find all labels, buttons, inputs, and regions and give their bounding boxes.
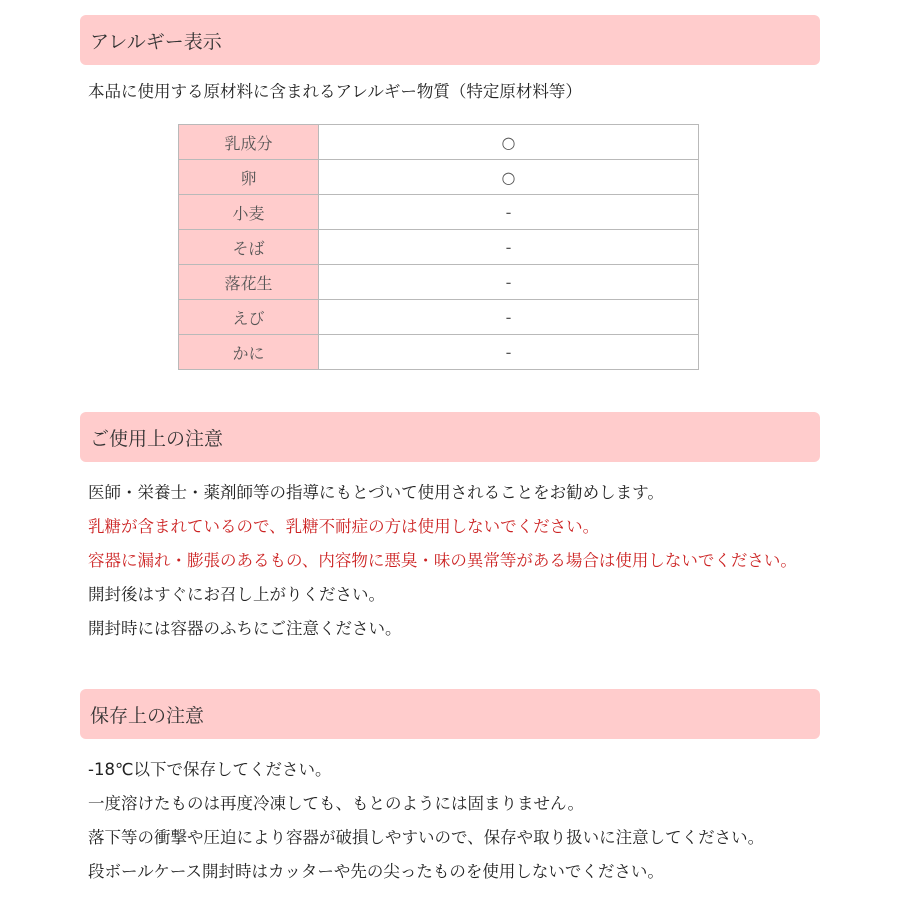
storage-note-line: -18℃以下で保存してください。	[88, 760, 332, 779]
storage-section-header	[80, 689, 820, 739]
table-row	[179, 300, 699, 335]
allergen-name: 卵	[179, 160, 319, 195]
allergen-mark: -	[319, 230, 699, 265]
allergen-mark: -	[319, 265, 699, 300]
allergen-name: 乳成分	[179, 125, 319, 160]
allergen-name: かに	[179, 335, 319, 370]
usage-section-title: ご使用上の注意	[90, 427, 224, 450]
table-row	[179, 195, 699, 230]
allergen-name: そば	[179, 230, 319, 265]
table-row	[179, 160, 699, 195]
allergy-table	[178, 124, 699, 370]
usage-note-line: 開封後はすぐにお召し上がりください。	[88, 585, 385, 604]
allergen-mark: -	[319, 335, 699, 370]
usage-note-line: 医師・栄養士・薬剤師等の指導にもとづいて使用されることをお勧めします。	[88, 483, 664, 502]
allergen-mark: ○	[319, 160, 699, 195]
usage-section-header	[80, 412, 820, 462]
allergen-mark: ○	[319, 125, 699, 160]
allergy-section-header	[80, 15, 820, 65]
allergen-mark: -	[319, 300, 699, 335]
storage-note-line: 一度溶けたものは再度冷凍しても、もとのようには固まりません。	[88, 794, 584, 813]
usage-note-line: 開封時には容器のふちにご注意ください。	[88, 619, 402, 638]
storage-note-line: 落下等の衝撃や圧迫により容器が破損しやすいので、保存や取り扱いに注意してください。	[88, 828, 765, 847]
table-row	[179, 125, 699, 160]
table-row	[179, 335, 699, 370]
table-row	[179, 265, 699, 300]
allergen-name: 落花生	[179, 265, 319, 300]
allergen-mark: -	[319, 195, 699, 230]
allergen-name: 小麦	[179, 195, 319, 230]
usage-warning-line: 乳糖が含まれているので、乳糖不耐症の方は使用しないでください。	[88, 517, 600, 536]
storage-section-title: 保存上の注意	[90, 704, 205, 727]
table-row	[179, 230, 699, 265]
usage-warning-line: 容器に漏れ・膨張のあるもの、内容物に悪臭・味の異常等がある場合は使用しないでください。	[88, 551, 797, 570]
allergen-name: えび	[179, 300, 319, 335]
allergy-section-title: アレルギー表示	[90, 30, 222, 53]
allergy-intro-text: 本品に使用する原材料に含まれるアレルギー物質（特定原材料等）	[88, 82, 582, 101]
storage-note-line: 段ボールケース開封時はカッターや先の尖ったものを使用しないでください。	[88, 862, 664, 881]
